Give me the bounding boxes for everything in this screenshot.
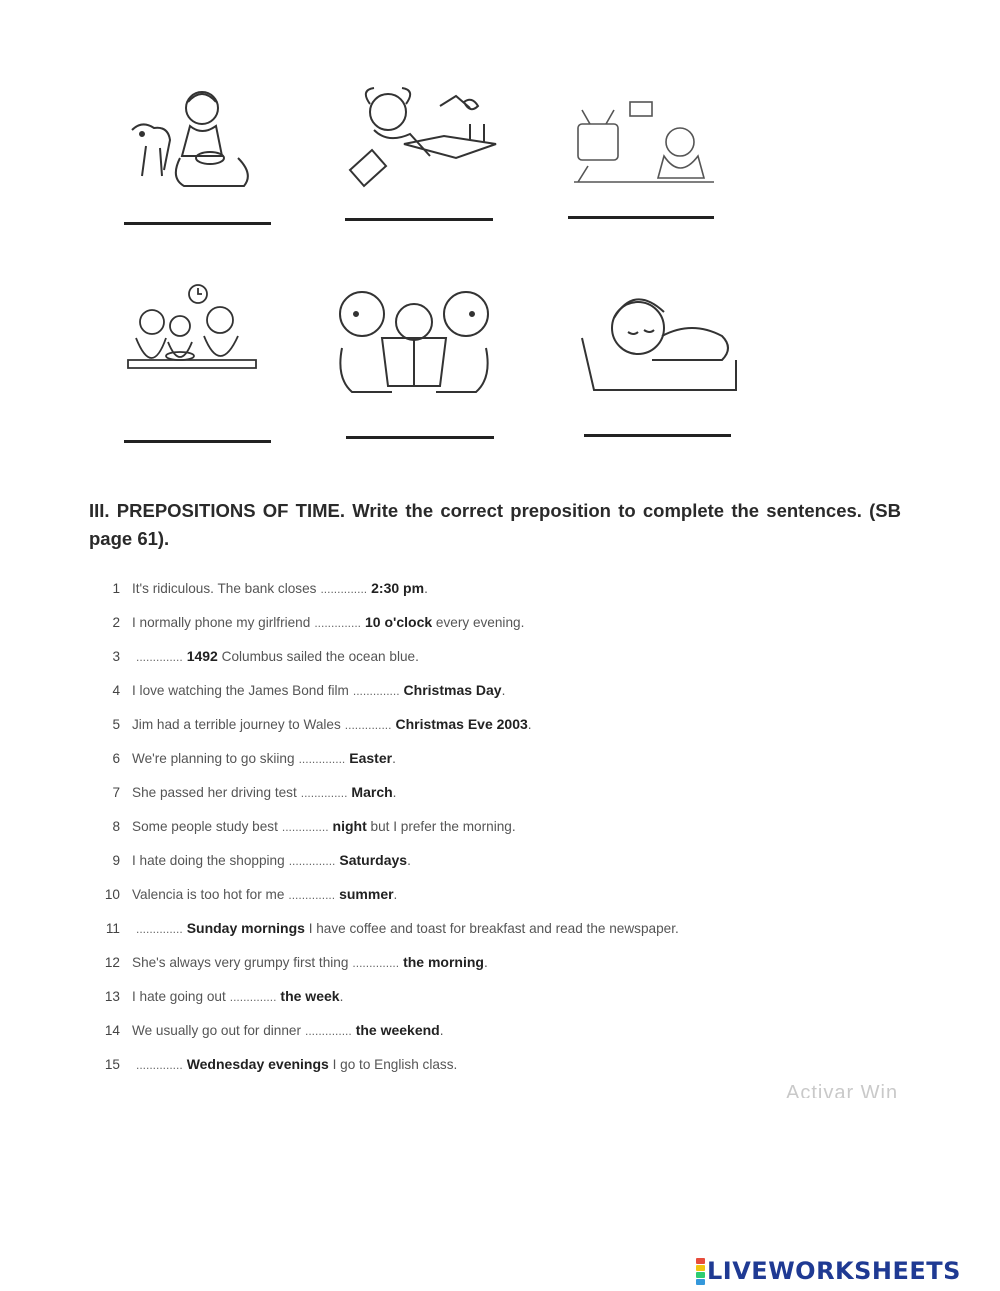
sentence-number: 4 xyxy=(112,683,120,698)
sentence-number: 12 xyxy=(104,955,120,970)
sentence-text-before: It's ridiculous. The bank closes xyxy=(132,581,317,596)
sentence-row xyxy=(96,818,516,838)
sentence-text-after: . xyxy=(339,989,344,1004)
sentence-number: 6 xyxy=(112,751,120,766)
sentence-number: 7 xyxy=(112,785,120,800)
sentence-text-after: . xyxy=(483,955,488,970)
sentence-keyword: night xyxy=(332,818,367,834)
sentence-text-before: I hate doing the shopping xyxy=(132,853,285,868)
sentence-keyword: 10 o'clock xyxy=(365,614,433,630)
sentence-row xyxy=(96,580,428,600)
answer-line-6[interactable] xyxy=(584,434,731,437)
sentence-number: 14 xyxy=(104,1023,120,1038)
sentence-keyword: March xyxy=(351,784,393,800)
sentence-text-after: I go to English class. xyxy=(328,1057,458,1072)
answer-blank[interactable]: .............. xyxy=(136,1058,183,1072)
sentence-text-after: I have coffee and toast for breakfast and read the newspaper. xyxy=(304,921,679,936)
answer-blank[interactable]: .............. xyxy=(288,888,336,902)
sentence-row xyxy=(96,1056,457,1076)
sentence-text-before: She passed her driving test xyxy=(132,785,297,800)
answer-blank[interactable]: .............. xyxy=(136,650,183,664)
answer-blank[interactable]: .............. xyxy=(352,684,400,698)
sentence-text-before: I hate going out xyxy=(132,989,226,1004)
picture-children-reading-book xyxy=(332,288,496,398)
sentence-text-after: . xyxy=(501,683,506,698)
sentence-keyword: the weekend xyxy=(355,1022,440,1038)
sentence-row xyxy=(96,750,396,770)
picture-girl-reading-at-desk xyxy=(344,84,504,194)
sentence-text-after: . xyxy=(527,717,532,732)
sentence-keyword: summer xyxy=(339,886,394,902)
answer-line-3[interactable] xyxy=(568,216,714,219)
sentence-number: 11 xyxy=(105,921,120,936)
sentence-row xyxy=(96,716,532,736)
answer-blank[interactable]: .............. xyxy=(288,854,336,868)
answer-blank[interactable]: .............. xyxy=(300,786,348,800)
answer-blank[interactable]: .............. xyxy=(320,582,368,596)
sentence-text-after: . xyxy=(424,581,428,596)
answer-line-4[interactable] xyxy=(124,440,271,443)
sentence-number: 8 xyxy=(112,819,120,834)
picture-boy-feeding-dog xyxy=(120,86,260,196)
sentence-text-after: . xyxy=(407,853,411,868)
answer-blank[interactable]: .............. xyxy=(352,956,400,970)
sentence-text-before: I love watching the James Bond film xyxy=(132,683,349,698)
sentence-text-after: . xyxy=(439,1023,444,1038)
sentence-text-after: every evening. xyxy=(432,615,525,630)
picture-family-having-breakfast xyxy=(122,278,262,390)
sentence-row xyxy=(96,614,524,634)
answer-blank[interactable]: .............. xyxy=(136,922,183,936)
sentence-keyword: Wednesday evenings xyxy=(186,1056,329,1072)
sentence-keyword: the morning xyxy=(403,954,484,970)
section-heading: III. PREPOSITIONS OF TIME. Write the correct preposition to complete the sentences. (SB page 61). xyxy=(89,500,901,549)
sentence-keyword: 2:30 pm xyxy=(371,580,425,596)
answer-blank[interactable]: .............. xyxy=(344,718,392,732)
sentence-number: 9 xyxy=(112,853,120,868)
sentence-number: 10 xyxy=(104,887,120,902)
sentence-keyword: 1492 xyxy=(186,648,218,664)
answer-blank[interactable]: .............. xyxy=(298,752,346,766)
sentence-text-before: I normally phone my girlfriend xyxy=(132,615,311,630)
answer-line-2[interactable] xyxy=(345,218,493,221)
picture-child-sleeping xyxy=(578,288,740,394)
answer-line-5[interactable] xyxy=(346,436,494,439)
picture-child-watching-tv xyxy=(568,96,718,196)
activation-watermark: Activar Win xyxy=(786,1082,899,1098)
sentence-keyword: the week xyxy=(280,988,340,1004)
answer-blank[interactable]: .............. xyxy=(314,616,361,630)
sentence-text-before: We usually go out for dinner xyxy=(132,1023,302,1038)
sentence-number: 1 xyxy=(112,581,120,596)
sentence-text-before: Valencia is too hot for me xyxy=(132,887,285,902)
sentence-keyword: Christmas Eve 2003 xyxy=(395,716,528,732)
sentence-text-after: . xyxy=(393,887,398,902)
sentence-row xyxy=(96,852,411,872)
sentence-text-before: We're planning to go skiing xyxy=(132,751,295,766)
sentence-row xyxy=(96,988,343,1008)
answer-blank[interactable]: .............. xyxy=(281,820,329,834)
sentence-number: 15 xyxy=(104,1057,120,1072)
sentence-number: 5 xyxy=(112,717,120,732)
brand-name: LIVEWORKSHEETS xyxy=(707,1257,961,1285)
sentence-row xyxy=(96,784,396,804)
sentence-number: 13 xyxy=(104,989,120,1004)
sentence-number: 3 xyxy=(112,649,120,664)
sentence-row xyxy=(96,886,397,906)
sentence-row xyxy=(96,648,419,668)
brand-footer xyxy=(696,1254,961,1288)
sentence-row xyxy=(96,1022,444,1042)
sentence-text-after: Columbus sailed the ocean blue. xyxy=(217,649,419,664)
sentence-keyword: Easter xyxy=(349,750,393,766)
answer-blank[interactable]: .............. xyxy=(305,1024,352,1038)
sentence-text-after: . xyxy=(392,751,396,766)
sentence-row xyxy=(96,920,679,940)
sentence-text-before: Jim had a terrible journey to Wales xyxy=(132,717,341,732)
sentence-number: 2 xyxy=(112,615,120,630)
sentence-keyword: Saturdays xyxy=(339,852,408,868)
answer-blank[interactable]: .............. xyxy=(229,990,277,1004)
sentence-keyword: Sunday mornings xyxy=(186,920,305,936)
sentence-keyword: Christmas Day xyxy=(403,682,502,698)
liveworksheets-logo-icon xyxy=(696,1258,705,1285)
sentence-row xyxy=(96,682,505,702)
sentence-text-before: Some people study best xyxy=(132,819,278,834)
sentence-text-after: but I prefer the morning. xyxy=(366,819,516,834)
sentence-text-before: She's always very grumpy first thing xyxy=(132,955,349,970)
sentence-row xyxy=(96,954,488,974)
sentence-text-after: . xyxy=(392,785,397,800)
answer-line-1[interactable] xyxy=(124,222,271,225)
